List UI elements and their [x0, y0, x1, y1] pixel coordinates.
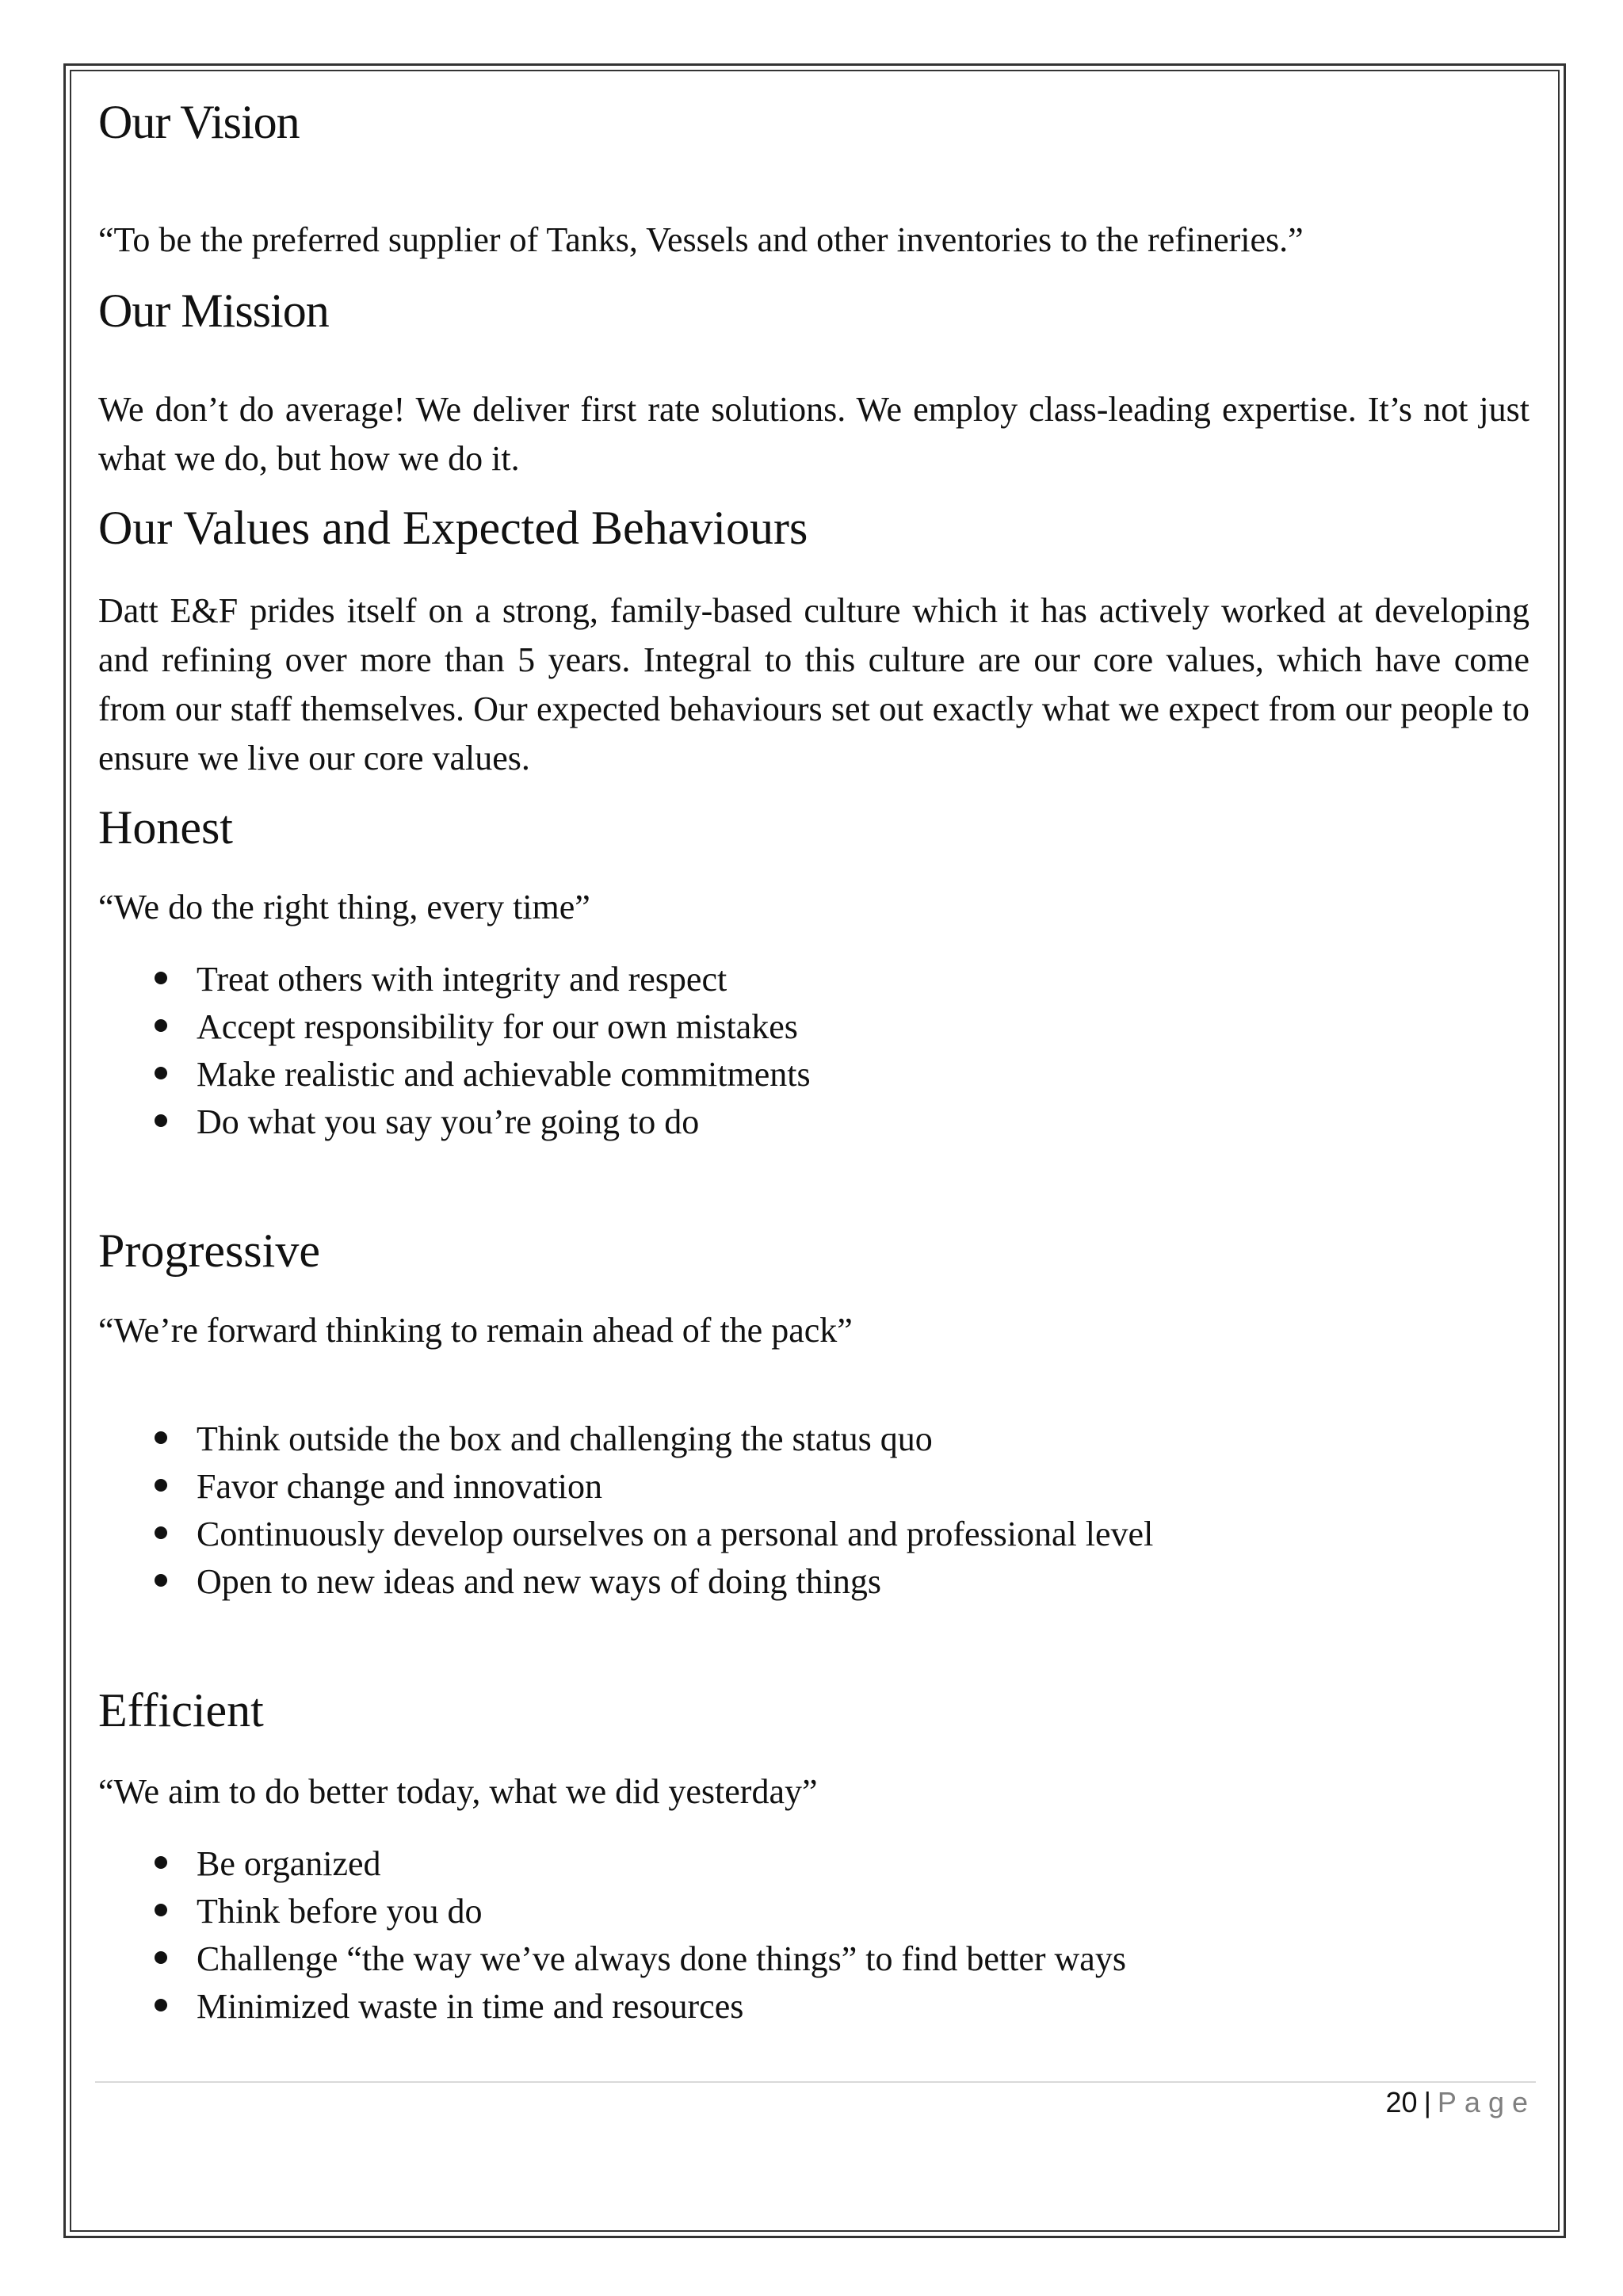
bullet-icon	[155, 1019, 167, 1032]
list-item: Minimized waste in time and resources	[98, 1983, 1126, 2030]
list-item: Favor change and innovation	[98, 1463, 1153, 1511]
mission-text: We don’t do average! We deliver first rate solutions. We employ class-leading expertise. It’s not just what we do, but how we do it.	[98, 390, 1529, 478]
page-label: Page	[1437, 2086, 1536, 2118]
vision-heading: Our Vision	[98, 96, 300, 148]
bullet-icon	[155, 1904, 167, 1916]
list-item: Treat others with integrity and respect	[98, 956, 811, 1003]
list-item: Be organized	[98, 1840, 1126, 1888]
bullet-icon	[155, 1431, 167, 1444]
list-item: Open to new ideas and new ways of doing things	[98, 1558, 1153, 1606]
vision-text: “To be the preferred supplier of Tanks, Vessels and other inventories to the refineries.”	[98, 220, 1304, 259]
footer-separator: |	[1423, 2086, 1431, 2118]
list-item: Accept responsibility for our own mistakes	[98, 1003, 811, 1051]
mission-heading: Our Mission	[98, 285, 329, 337]
list-item: Think outside the box and challenging the status quo	[98, 1415, 1153, 1463]
bullet-icon	[155, 1999, 167, 2011]
bullet-icon	[155, 1856, 167, 1869]
progressive-quote: “We’re forward thinking to remain ahead of the pack”	[98, 1311, 853, 1350]
honest-list	[98, 956, 811, 1146]
honest-heading: Honest	[98, 801, 233, 854]
efficient-heading: Efficient	[98, 1684, 264, 1736]
page-footer	[1386, 2086, 1536, 2119]
footer-rule	[95, 2081, 1536, 2083]
list-item: Do what you say you’re going to do	[98, 1098, 811, 1146]
bullet-icon	[155, 1067, 167, 1079]
honest-quote: “We do the right thing, every time”	[98, 888, 590, 926]
bullet-icon	[155, 1479, 167, 1492]
list-item: Continuously develop ourselves on a personal and professional level	[98, 1511, 1153, 1558]
list-item: Think before you do	[98, 1888, 1126, 1935]
progressive-heading: Progressive	[98, 1224, 320, 1277]
values-text: Datt E&F prides itself on a strong, family-based culture which it has actively worked at developing and refining over more than 5 years. Integral to this culture are our core values, which have come from our staff themselves. Our expected behaviours set out exactly what we expect from our people to ensure we live our core values.	[98, 591, 1529, 777]
efficient-list	[98, 1840, 1126, 2030]
bullet-icon	[155, 1951, 167, 1964]
bullet-icon	[155, 1114, 167, 1127]
progressive-list	[98, 1415, 1153, 1606]
page-number: 20	[1385, 2086, 1418, 2118]
list-item: Make realistic and achievable commitments	[98, 1051, 811, 1098]
values-heading: Our Values and Expected Behaviours	[98, 502, 808, 554]
list-item: Challenge “the way we’ve always done things” to find better ways	[98, 1935, 1126, 1983]
efficient-quote: “We aim to do better today, what we did yesterday”	[98, 1772, 818, 1811]
bullet-icon	[155, 1526, 167, 1539]
bullet-icon	[155, 1574, 167, 1587]
bullet-icon	[155, 972, 167, 984]
